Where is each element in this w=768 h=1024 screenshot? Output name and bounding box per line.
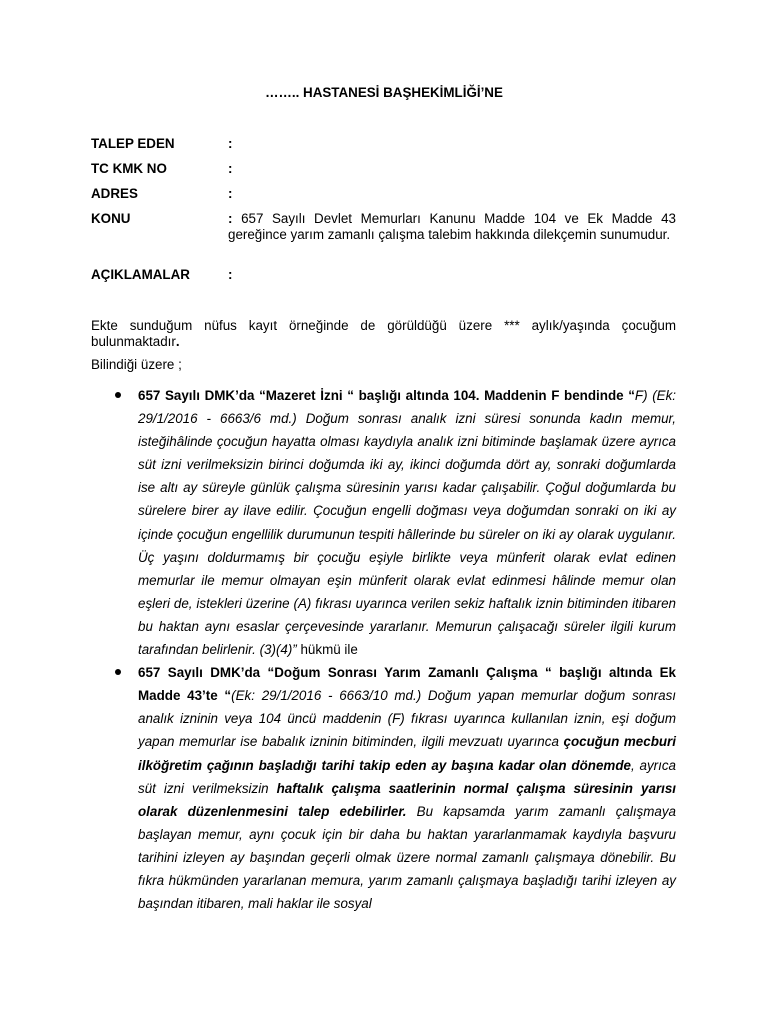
field-colon: : (228, 211, 233, 226)
law-quote: (Ek: 29/1/2016 - 6663/10 md.) Doğum yapan memurlar doğum sonrası analık izninin veya 104 üncü maddenin (F) fıkrası uyarınca kullanılan iznin, eşi doğum yapan memurlar ise babalık izninin bitiminden, ilgili mevzuatı uyarınca (138, 688, 676, 750)
law-quote: F) (Ek: 29/1/2016 - 6663/6 md.) Doğum sonrası analık izni süresi sonunda kadın memur, isteğihâlinde çocuğun hayatta olması kaydıyla analık izni bitiminde başlamak üzere ayrıca süt izni verilmeksizin birinci doğumda iki ay, ikinci doğumda dört ay, sonraki doğumlarda ise altı ay süreyle günlük çalışma süresinin yarısı kadar çalışabilir. Çoğul doğumlarda bu sürelere birer ay ilave edilir. Çocuğun engelli doğması veya doğumdan sonraki on iki ay içinde çocuğun engellilik durumunun tespiti hâllerinde bu süreler on iki ay olarak uygulanır. Üç yaşını doldurmamış bir çocuğu eşiyle birlikte veya münferit olarak evlat edinen memurlar ile memur olmayan eşin münferit olarak evlat edinmesi hâlinde memur olan eşleri de, istekleri üzerine (A) fıkrası uyarınca verilen sekiz haftalık iznin bitiminden itibaren bu haktan aynı esaslar çerçevesinde yararlanır. Memurun çalışacağı süreler ilgili kurum tarafından belirlenir. (3)(4)” (138, 388, 677, 658)
intro-text: Ekte sunduğum nüfus kayıt örneğinde de görüldüğü üzere *** aylık/yaşında çocuğum bulunmaktadır (91, 318, 676, 349)
subject-text: 657 Sayılı Devlet Memurları Kanunu Madde 104 ve Ek Madde 43 gereğince yarım zamanlı çalışma talebim hakkında dilekçemin sunumudur. (228, 211, 676, 242)
document-title: …….. HASTANESİ BAŞHEKİMLİĞİ’NE (265, 85, 503, 100)
field-colon: : (228, 267, 233, 282)
field-colon: : (228, 161, 233, 176)
field-label: ADRES (91, 186, 138, 201)
intro-period: . (175, 334, 180, 349)
law-emphasis: çocuğun mecburi ilköğretim çağının başladığı tarihi takip eden ay başına kadar olan dönemde (138, 734, 676, 773)
bullet-icon (115, 669, 121, 675)
law-quote: Bu kapsamda yarım zamanlı çalışmaya başlayan memur, aynı çocuk için bir daha bu haktan yararlanmamak kaydıyla başvuru tarihini izleyen ay başından geçerli olmak üzere normal zamanlı çalışmaya dönebilir. Bu fıkra hükmünden yararlanan memura, yarım zamanlı çalışmaya başladığı tarihi izleyen ay başından itibaren, mali haklar ile sosyal (138, 803, 677, 912)
law-emphasis: haftalık çalışma saatlerinin normal çalışma süresinin yarısı olarak düzenlenmesini talep edebilirler. (138, 780, 676, 819)
bullet-icon (115, 392, 121, 398)
field-label: KONU (91, 211, 131, 226)
list-item (91, 384, 676, 661)
intro-line: Bilindiği üzere ; (91, 357, 182, 372)
field-colon: : (228, 136, 233, 151)
list-item (91, 661, 676, 915)
law-quote: , ayrıca süt izni verilmeksizin (138, 757, 677, 796)
field-colon: : (228, 186, 233, 201)
field-label: AÇIKLAMALAR (91, 267, 190, 282)
bullet-tail: hükmü ile (296, 642, 358, 658)
bullet-list (91, 384, 676, 915)
field-value (228, 211, 676, 243)
field-label: TC KMK NO (91, 161, 167, 176)
bullet-lead: 657 Sayılı DMK’da “Doğum Sonrası Yarım Zamanlı Çalışma “ başlığı altında Ek Madde 43’te “ (138, 665, 676, 704)
bullet-lead: 657 Sayılı DMK’da “Mazeret İzni “ başlığı altında 104. Maddenin F bendinde “ (138, 388, 635, 403)
field-label: TALEP EDEN (91, 136, 175, 151)
intro-paragraph (91, 318, 676, 350)
